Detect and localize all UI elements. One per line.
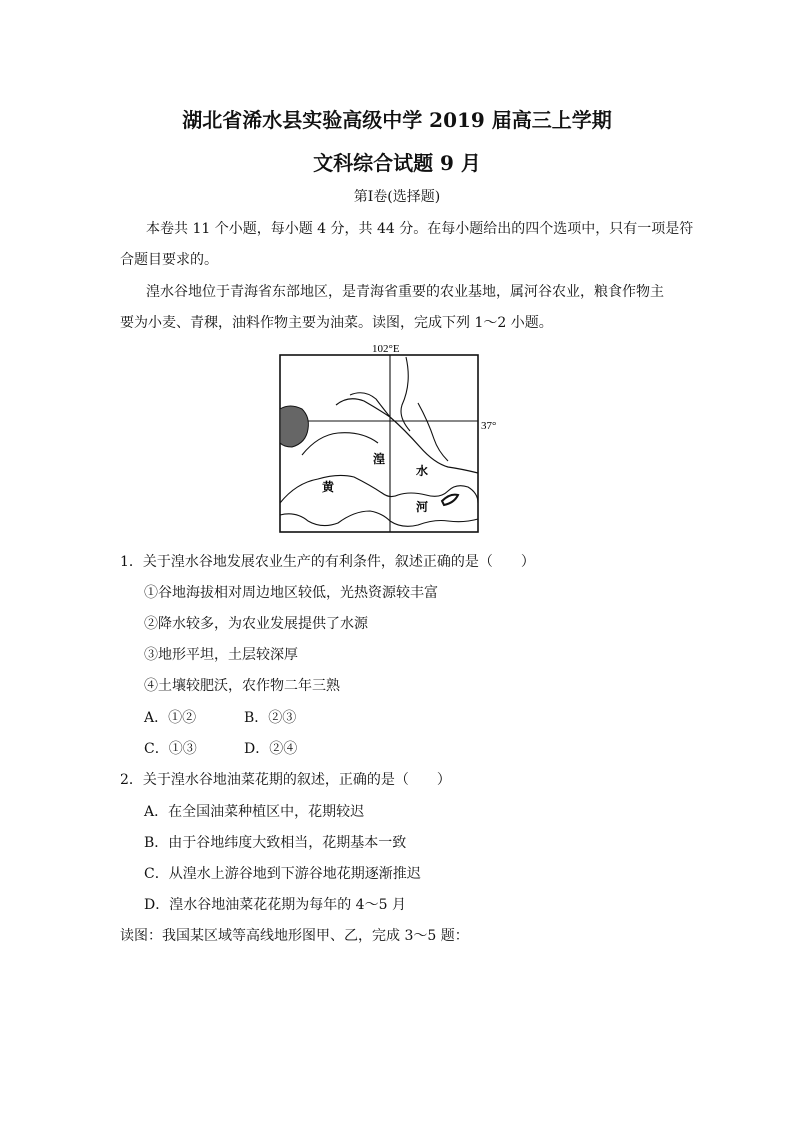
map-figure [278,343,518,536]
next-instruction: 读图：我国某区域等高线地形图甲、乙，完成 3～5 题： [120,928,469,944]
q1-statement-3: ③地形平坦，土层较深厚 [144,647,298,663]
label-huang-2: 黄 [322,480,335,494]
q2-option-b[interactable]: B．由于谷地纬度大致相当，花期基本一致 [144,835,407,851]
page-subtitle: 文科综合试题 9 月 [313,151,481,175]
huangshui-river [336,399,478,473]
label-he: 河 [416,500,429,514]
q2-option-c[interactable]: C．从湟水上游谷地到下游谷地花期逐渐推迟 [144,866,421,882]
q1-stem: 1．关于湟水谷地发展农业生产的有利条件，叙述正确的是（ ） [120,554,535,570]
q1-statement-2: ②降水较多，为农业发展提供了水源 [144,616,368,632]
page-title: 湖北省浠水县实验高级中学 2019 届高三上学期 [182,108,612,132]
longitude-label: 102°E [372,343,400,355]
q1-option-b[interactable]: B．②③ [244,710,297,726]
q2-stem: 2．关于湟水谷地油菜花期的叙述，正确的是（ ） [120,772,451,788]
reservoir-shape [442,495,458,505]
q2-option-d[interactable]: D．湟水谷地油菜花花期为每年的 4～5 月 [144,897,406,913]
yellow-river-south [280,511,478,526]
label-shui: 水 [416,464,429,478]
lake-shape [280,406,308,447]
intro-line-1: 本卷共 11 个小题，每小题 4 分，共 44 分。在每小题给出的四个选项中，只有一项是符 [146,221,694,237]
q2-option-a[interactable]: A．在全国油菜种植区中，花期较迟 [144,804,365,820]
q1-statement-1: ①谷地海拔相对周边地区较低，光热资源较丰富 [144,585,438,601]
tributary-2 [401,357,410,431]
tributary-3 [418,403,448,461]
huangshui-map [278,343,518,536]
q1-option-d[interactable]: D．②④ [244,741,298,757]
latitude-label: 37° [481,420,497,432]
yellow-river-north [280,475,478,503]
tributary-4 [302,433,378,455]
q1-option-c[interactable]: C．①③ [144,741,197,757]
q1-statement-4: ④土壤较肥沃，农作物二年三熟 [144,678,340,694]
intro-line-2: 合题目要求的。 [120,252,218,268]
label-huang-1: 湟 [373,452,386,466]
passage-line-2: 要为小麦、青稞，油料作物主要为油菜。读图，完成下列 1～2 小题。 [120,315,553,331]
q1-option-a[interactable]: A．①② [144,710,197,726]
map-frame [280,355,478,532]
passage-line-1: 湟水谷地位于青海省东部地区，是青海省重要的农业基地，属河谷农业，粮食作物主 [146,284,664,300]
section-heading: 第Ⅰ卷(选择题) [353,189,441,205]
